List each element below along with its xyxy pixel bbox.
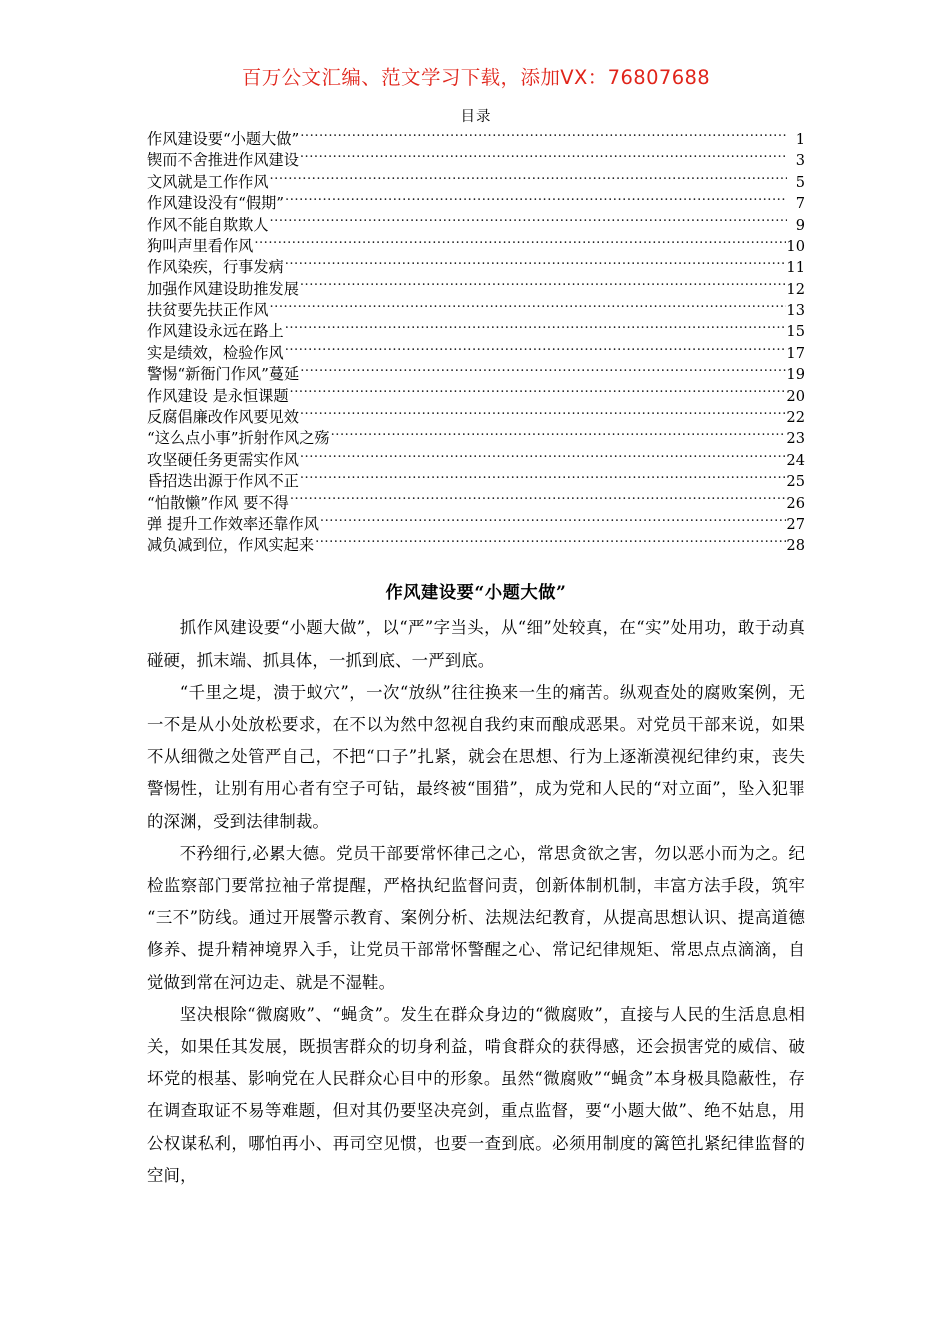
toc-entry-title: 作风不能自欺欺人 xyxy=(147,215,269,234)
toc-entry[interactable] xyxy=(147,385,805,406)
toc-entry-title: 扶贫要先扶正作风 xyxy=(147,301,269,320)
toc-dot-leader xyxy=(300,471,787,486)
toc-entry-page-number: 19 xyxy=(786,366,805,384)
toc-entry[interactable] xyxy=(147,321,805,342)
toc-entry-page-number: 20 xyxy=(786,387,805,405)
toc-entry-title: 作风建设 是永恒课题 xyxy=(147,386,289,405)
toc-dot-leader xyxy=(285,257,787,272)
toc-entry-page-number: 5 xyxy=(795,173,805,191)
toc-dot-leader xyxy=(270,300,787,315)
article-paragraph: 抓作风建设要“小题大做”，以“严”字当头，从“细”处较真，在“实”处用功，敢于动真碰硬，抓末端、抓具体，一抓到底、一严到底。 xyxy=(147,618,805,670)
toc-entry-title: 加强作风建设助推发展 xyxy=(147,279,299,298)
toc-dot-leader xyxy=(320,514,787,529)
toc-entry-title: 昏招迭出源于作风不正 xyxy=(147,472,299,491)
toc-entry[interactable] xyxy=(147,471,805,492)
toc-entry-title: 警惕“新衙门作风”蔓延 xyxy=(147,365,300,384)
toc-entry[interactable] xyxy=(147,172,805,193)
toc-dot-leader xyxy=(290,492,787,507)
toc-dot-leader xyxy=(300,129,787,144)
toc-entry-title: 反腐倡廉改作风要见效 xyxy=(147,408,299,427)
toc-dot-leader xyxy=(300,279,787,294)
toc-entry-page-number: 3 xyxy=(795,152,805,170)
toc-dot-leader xyxy=(300,450,787,465)
toc-entry-page-number: 11 xyxy=(786,259,805,277)
toc-entry[interactable] xyxy=(147,236,805,257)
table-of-contents xyxy=(147,129,805,557)
toc-entry-page-number: 22 xyxy=(786,409,805,427)
toc-dot-leader xyxy=(270,214,788,229)
toc-entry-page-number: 7 xyxy=(795,195,805,213)
toc-entry[interactable] xyxy=(147,364,805,385)
toc-entry[interactable] xyxy=(147,343,805,364)
toc-entry-page-number: 26 xyxy=(786,494,805,512)
toc-entry-title: 作风染疾，行事发病 xyxy=(147,258,284,277)
toc-entry-title: 减负减到位，作风实起来 xyxy=(147,536,315,555)
toc-entry-page-number: 27 xyxy=(786,516,805,533)
toc-entry-page-number: 12 xyxy=(786,280,805,298)
toc-entry[interactable] xyxy=(147,535,805,556)
toc-entry-title: 攻坚硬任务更需实作风 xyxy=(147,450,299,469)
toc-entry-title: 文风就是工作作风 xyxy=(147,172,269,191)
toc-entry-page-number: 17 xyxy=(786,344,805,362)
toc-entry-title: 作风建设永远在路上 xyxy=(147,322,284,341)
toc-dot-leader xyxy=(285,343,787,358)
toc-entry[interactable] xyxy=(147,428,805,449)
toc-entry-title: “这么点小事”折射作风之殇 xyxy=(147,429,330,448)
article-paragraph: 不矜细行,必累大德。党员干部要常怀律己之心，常思贪欲之害，勿以恶小而为之。纪检监察部门要常拉袖子常提醒，严格执纪监督问责，创新体制机制，丰富方法手段，筑牢“三不”防线。通过开展警示教育、案例分析、法规法纪教育，从提高思想认识、提高道德修养、提升精神境界入手，让党员干部常怀警醒之心、常记纪律规矩、常思点点滴滴，自觉做到常在河边走、就是不湿鞋。 xyxy=(147,843,805,992)
toc-entry[interactable] xyxy=(147,492,805,513)
toc-entry[interactable] xyxy=(147,300,805,321)
article-body xyxy=(147,612,805,1192)
toc-entry-page-number: 13 xyxy=(786,302,805,320)
toc-entry-page-number: 23 xyxy=(786,430,805,448)
toc-dot-leader xyxy=(300,150,787,165)
toc-entry-page-number: 15 xyxy=(786,323,805,341)
toc-entry-title: 作风建设没有“假期” xyxy=(147,194,285,213)
toc-entry-page-number: 28 xyxy=(786,537,805,555)
toc-entry[interactable] xyxy=(147,279,805,300)
toc-entry-page-number: 24 xyxy=(786,451,805,469)
toc-dot-leader xyxy=(300,407,787,422)
toc-dot-leader xyxy=(290,385,787,400)
toc-dot-leader xyxy=(300,364,786,379)
toc-entry-title: 实是绩效，检验作风 xyxy=(147,343,284,362)
toc-entry[interactable] xyxy=(147,150,805,171)
toc-dot-leader xyxy=(285,193,787,208)
article-paragraph: “千里之堤，溃于蚁穴”，一次“放纵”往往换来一生的痛苦。纵观查处的腐败案例，无一不是从小处放松要求，在不以为然中忽视自我约束而酿成恶果。对党员干部来说，如果不从细微之处管严自己，不把“口子”扎紧，就会在思想、行为上逐渐漠视纪律约束，丧失警惕性，让别有用心者有空子可钻，最终被“围猎”，成为党和人民的“对立面”，坠入犯罪的深渊，受到法律制裁。 xyxy=(147,682,805,831)
toc-entry-page-number: 10 xyxy=(786,237,805,255)
toc-dot-leader xyxy=(270,172,788,187)
toc-dot-leader xyxy=(285,321,787,336)
toc-entry[interactable] xyxy=(147,450,805,471)
toc-entry[interactable] xyxy=(147,257,805,278)
toc-entry[interactable] xyxy=(147,193,805,214)
article-title: 作风建设要“小题大做” xyxy=(385,582,567,603)
toc-dot-leader xyxy=(331,428,787,443)
toc-entry[interactable] xyxy=(147,214,805,235)
promo-header-text: 百万公文汇编、范文学习下载，添加VX：76807688 xyxy=(241,66,711,89)
toc-dot-leader xyxy=(254,236,786,251)
toc-entry[interactable] xyxy=(147,407,805,428)
toc-entry-page-number: 25 xyxy=(786,473,805,491)
toc-entry-title: 弹 提升工作效率还靠作风 xyxy=(147,515,319,533)
toc-dot-leader xyxy=(315,535,786,550)
toc-entry-title: 作风建设要“小题大做” xyxy=(147,129,300,148)
toc-entry-page-number: 1 xyxy=(795,130,805,148)
toc-entry-title: “怕散懒”作风 要不得 xyxy=(147,493,289,512)
toc-entry[interactable] xyxy=(147,514,805,535)
toc-entry[interactable] xyxy=(147,129,805,150)
article-paragraph: 坚决根除“微腐败”、“蝇贪”。发生在群众身边的“微腐败”，直接与人民的生活息息相关，如果任其发展，既损害群众的切身利益，啃食群众的获得感，还会损害党的威信、破坏党的根基、影响党在人民群众心目中的形象。虽然“微腐败”“蝇贪”本身极具隐蔽性，存在调查取证不易等难题，但对其仍要坚决亮剑，重点监督，要“小题大做”、绝不姑息，用公权谋私利，哪怕再小、再司空见惯，也要一查到底。必须用制度的篱笆扎紧纪律监督的空间， xyxy=(147,1004,805,1185)
toc-heading: 目录 xyxy=(460,109,492,126)
toc-entry-page-number: 9 xyxy=(795,216,805,234)
toc-entry-title: 狗叫声里看作风 xyxy=(147,236,254,255)
toc-entry-title: 锲而不舍推进作风建设 xyxy=(147,151,299,170)
